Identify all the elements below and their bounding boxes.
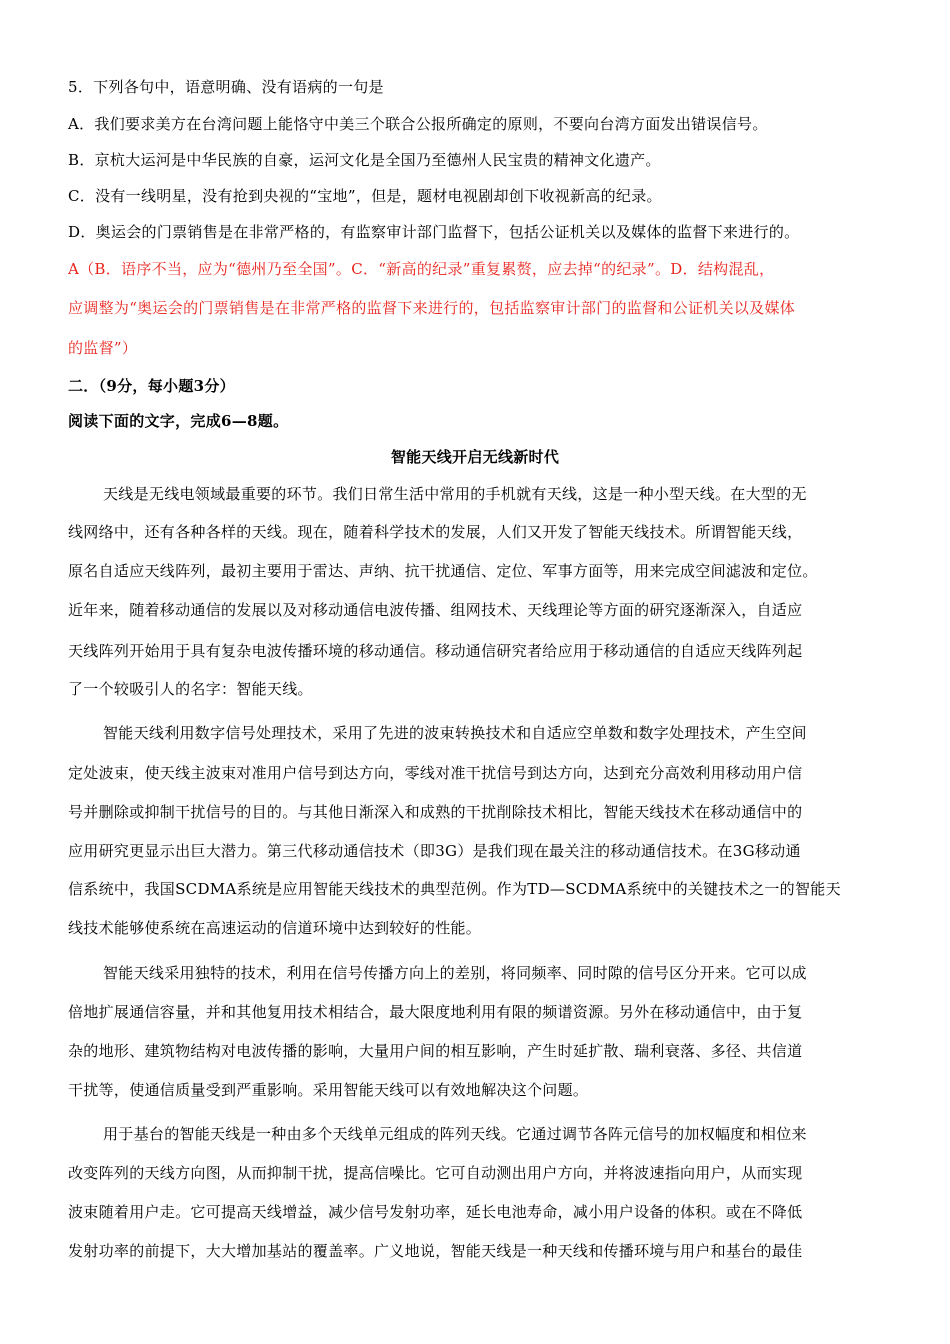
question-5-stem: 5．下列各句中，语意明确、没有语病的一句是 bbox=[68, 78, 384, 96]
question-5-option-c: C．没有一线明星，没有抢到央视的“宝地”，但是，题材电视剧却创下收视新高的纪录。 bbox=[68, 187, 662, 205]
article-line: 天线阵列开始用于具有复杂电波传播环境的移动通信。移动通信研究者给应用于移动通信的自适应天线阵列起 bbox=[68, 642, 803, 660]
article-line: 近年来，随着移动通信的发展以及对移动通信电波传播、组网技术、天线理论等方面的研究逐渐深入，自适应 bbox=[68, 601, 803, 619]
article-title: 智能天线开启无线新时代 bbox=[390, 448, 560, 466]
article-line: 天线是无线电领域最重要的环节。我们日常生活中常用的手机就有天线，这是一种小型天线。在大型的无 bbox=[103, 485, 807, 503]
article-line: 原名自适应天线阵列，最初主要用于雷达、声纳、抗干扰通信、定位、军事方面等，用来完成空间滤波和定位。 bbox=[68, 562, 818, 580]
article-line: 智能天线采用独特的技术，利用在信号传播方向上的差别，将同频率、同时隙的信号区分开来。它可以成 bbox=[103, 964, 807, 982]
article-line: 线网络中，还有各种各样的天线。现在，随着科学技术的发展，人们又开发了智能天线技术。所谓智能天线， bbox=[68, 523, 803, 541]
article-line: 用于基台的智能天线是一种由多个天线单元组成的阵列天线。它通过调节各阵元信号的加权幅度和相位来 bbox=[103, 1125, 807, 1143]
article-line: 倍地扩展通信容量，并和其他复用技术相结合，最大限度地利用有限的频谱资源。另外在移动通信中，由于复 bbox=[68, 1003, 803, 1021]
article-line: 智能天线利用数字信号处理技术，采用了先进的波束转换技术和自适应空单数和数字处理技术，产生空间 bbox=[103, 724, 807, 742]
answer-line: 应调整为“奥运会的门票销售是在非常严格的监督下来进行的，包括监察审计部门的监督和公证机关以及媒体 bbox=[68, 299, 796, 317]
article-line: 号并删除或抑制干扰信号的目的。与其他日渐深入和成熟的干扰削除技术相比，智能天线技术在移动通信中的 bbox=[68, 803, 803, 821]
article-line: 干扰等，使通信质量受到严重影响。采用智能天线可以有效地解决这个问题。 bbox=[68, 1081, 589, 1099]
article-line: 波束随着用户走。它可提高天线增益，减少信号发射功率，延长电池寿命，减小用户设备的体积。或在不降低 bbox=[68, 1203, 803, 1221]
section-instruction: 阅读下面的文字，完成6—8题。 bbox=[68, 412, 289, 430]
question-5-option-a: A．我们要求美方在台湾问题上能恪守中美三个联合公报所确定的原则，不要向台湾方面发出错误信号。 bbox=[68, 115, 768, 133]
article-line: 定处波束，使天线主波束对准用户信号到达方向，零线对准干扰信号到达方向，达到充分高效利用移动用户信 bbox=[68, 764, 803, 782]
article-line: 发射功率的前提下，大大增加基站的覆盖率。广义地说，智能天线是一种天线和传播环境与用户和基台的最佳 bbox=[68, 1242, 803, 1260]
section-heading: 二．（9分，每小题3分） bbox=[68, 377, 235, 395]
question-5-option-d: D．奥运会的门票销售是在非常严格的，有监察审计部门监督下，包括公证机关以及媒体的监督下来进行的。 bbox=[68, 223, 800, 241]
article-line: 应用研究更显示出巨大潜力。第三代移动通信技术（即3G）是我们现在最关注的移动通信技术。在3G移动通 bbox=[68, 842, 801, 860]
question-5-option-b: B．京杭大运河是中华民族的自豪，运河文化是全国乃至德州人民宝贵的精神文化遗产。 bbox=[68, 151, 661, 169]
answer-line: A（B．语序不当，应为“德州乃至全国”。C．“新高的纪录”重复累赘，应去掉“的纪录”。D．结构混乱， bbox=[68, 260, 775, 278]
answer-line: 的监督”） bbox=[68, 339, 138, 357]
article-line: 杂的地形、建筑物结构对电波传播的影响，大量用户间的相互影响，产生时延扩散、瑞利衰落、多径、共信道 bbox=[68, 1042, 803, 1060]
article-line: 了一个较吸引人的名字：智能天线。 bbox=[68, 680, 313, 698]
article-line: 线技术能够使系统在高速运动的信道环境中达到较好的性能。 bbox=[68, 919, 482, 937]
article-line: 信系统中，我国SCDMA系统是应用智能天线技术的典型范例。作为TD—SCDMA系统中的关键技术之一的智能天 bbox=[68, 880, 841, 898]
article-line: 改变阵列的天线方向图，从而抑制干扰，提高信噪比。它可自动测出用户方向，并将波速指向用户，从而实现 bbox=[68, 1164, 803, 1182]
